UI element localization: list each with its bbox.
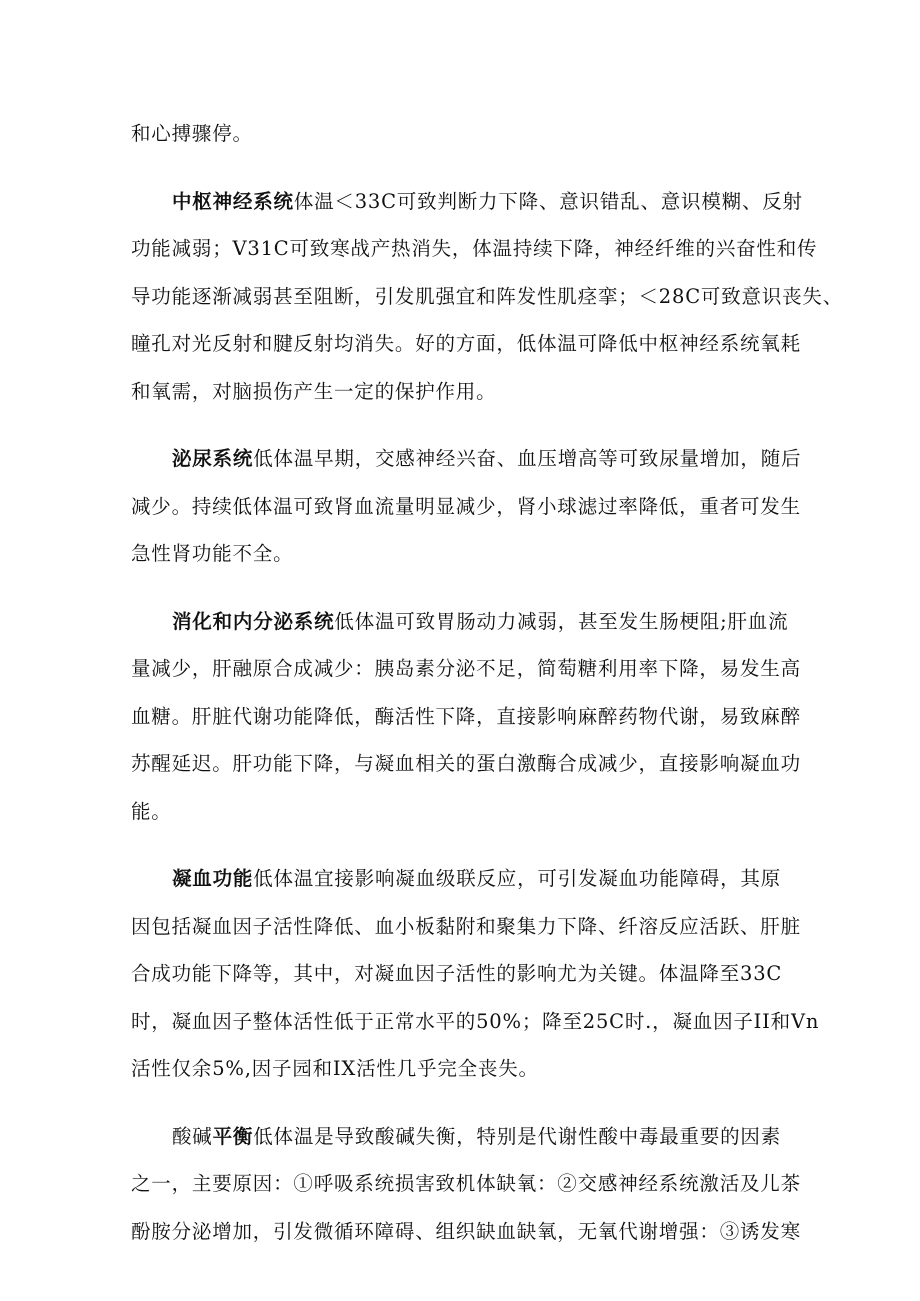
section-urinary bbox=[131, 435, 802, 578]
text-line: 血糖。肝脏代谢功能降低，酶活性下降，直接影响麻醉药物代谢，易致麻醉 bbox=[131, 704, 801, 728]
text-line: 瞳孔对光反射和腱反射均消失。好的方面，低体温可降低中枢神经系统氧耗 bbox=[131, 332, 801, 355]
section-digestive-endocrine bbox=[131, 598, 801, 836]
text-line bbox=[131, 1113, 797, 1161]
text-line: 活性仅余5%,因子园和IX活性几乎完全丧失。 bbox=[131, 1057, 539, 1080]
text-line: 酚胺分泌增加，引发微循环障碍、组织缺血缺氧，无氧代谢增强：③诱发寒 bbox=[131, 1219, 801, 1243]
text-run: 低体温是导致酸碱失衡，特别是代谢性酸中毒最重要的因素 bbox=[253, 1124, 782, 1148]
text-line: 减少。持续低体温可致肾血流量明显减少，肾小球滤过率降低，重者可发生 bbox=[131, 494, 801, 518]
text-line: 时，凝血因子整体活性低于正常水平的50%；降至25C时.，凝血因子II和Vn bbox=[131, 1009, 820, 1033]
text-line bbox=[131, 178, 803, 226]
section-heading-plain: 酸碱 bbox=[172, 1124, 213, 1148]
section-heading: 平衡 bbox=[212, 1124, 254, 1148]
text-line: 和心搏骤停。 bbox=[131, 122, 253, 145]
text-line: 合成功能下降等，其中，对凝血因子活性的影响尤为关键。体温降至33C bbox=[131, 962, 783, 985]
text-line bbox=[131, 855, 797, 903]
text-line: 导功能逐渐减弱甚至阻断，引发肌强宜和阵发性肌痉挛；＜28C可致意识丧失、 bbox=[131, 284, 844, 308]
section-coagulation bbox=[131, 855, 820, 1093]
text-line: 功能减弱；V31C可致寒战产热消失，体温持续下降，神经纤维的兴奋性和传 bbox=[131, 237, 818, 260]
section-heading: 凝血功能 bbox=[172, 867, 254, 890]
opening-paragraph bbox=[131, 110, 797, 158]
text-line bbox=[131, 598, 797, 646]
section-heading: 消化和内分泌系统 bbox=[172, 609, 335, 633]
text-line: 和氧需，对脑损伤产生一定的保护作用。 bbox=[131, 379, 497, 403]
text-run: 体温＜33C可致判断力下降、意识错乱、意识模糊、反射 bbox=[293, 189, 803, 213]
text-line: 苏醒延迟。肝功能下降，与凝血相关的蛋白激酶合成减少，直接影响凝血功 bbox=[131, 752, 801, 775]
text-line: 因包括凝血因子活性降低、血小板黏附和聚集力下降、纤溶反应活跃、肝脏 bbox=[131, 914, 801, 938]
text-line: 量减少，肝融原合成减少：胰岛素分泌不足，简萄糖利用率下降，易发生高 bbox=[131, 657, 801, 680]
body-text bbox=[131, 110, 844, 1255]
text-run: 低体温早期，交感神经兴奋、血压增高等可致尿量增加，随后 bbox=[253, 447, 802, 470]
text-line bbox=[131, 435, 802, 483]
section-heading: 中枢神经系统 bbox=[172, 189, 294, 213]
text-line: 之一，主要原因：①呼吸系统损害致机体缺氧：②交感神经系统激活及儿茶 bbox=[131, 1172, 801, 1195]
text-line: 急性肾功能不全。 bbox=[131, 542, 294, 565]
text-run: 低体温宜接影响凝血级联反应，可引发凝血功能障碍，其原 bbox=[253, 867, 782, 890]
section-acid-base bbox=[131, 1113, 801, 1256]
section-heading: 泌尿系统 bbox=[172, 447, 254, 470]
text-run: 低体温可致胃肠动力减弱，甚至发生肠梗阻;肝血流 bbox=[334, 609, 789, 633]
section-cns bbox=[131, 178, 844, 416]
text-line: 能。 bbox=[131, 799, 172, 823]
